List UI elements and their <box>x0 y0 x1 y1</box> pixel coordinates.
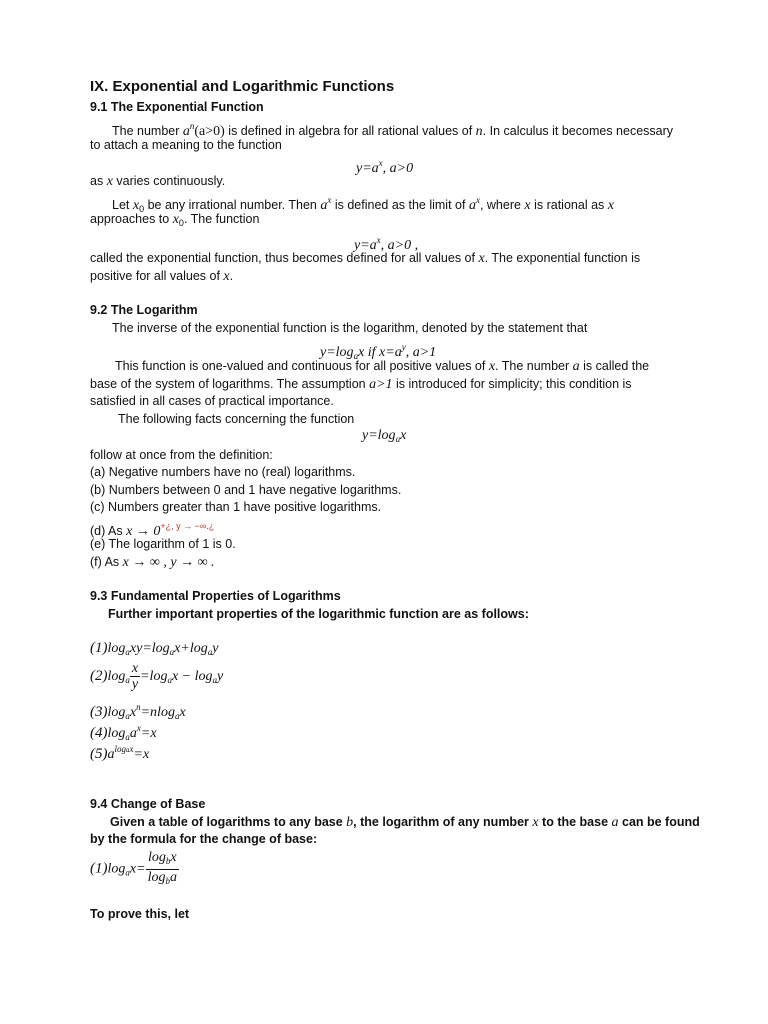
paragraph-line: Let $x_0$ be any irrational number. Then $a^x$ is defined as the limit of $a^x$, where x is rational as x <box>112 195 614 214</box>
property-3: $(3)\log_ax^n=nlog_ax$ <box>90 702 186 721</box>
list-item: (f) As x → ∞ , y → ∞ . <box>90 555 215 570</box>
section-heading-9-2: 9.2 The Logarithm <box>90 303 198 317</box>
section-heading-9-4: 9.4 Change of Base <box>90 797 206 811</box>
property-5: $(5)a^{logax}=x$ <box>90 744 150 762</box>
property-2: $(2)\log_a$ $\frac{x}{y}$ $=\log_ax - \log_ay$ <box>90 661 224 693</box>
paragraph-line: The inverse of the exponential function is the logarithm, denoted by the statement that <box>112 321 588 335</box>
list-item: (e) The logarithm of 1 is 0. <box>90 537 236 551</box>
section-heading-9-1: 9.1 The Exponential Function <box>90 100 264 114</box>
equation-log-function: $y=\log_ax$ <box>362 428 407 444</box>
paragraph-line: by the formula for the change of base: <box>90 832 318 846</box>
equation-exponential: $y=a^x$, a>0 <box>356 158 414 176</box>
paragraph-line: follow at once from the definition: <box>90 448 273 462</box>
paragraph-line: Further important properties of the logarithmic function are as follows: <box>108 607 529 621</box>
paragraph-line: called the exponential function, thus becomes defined for all values of x. The exponential function is <box>90 251 641 266</box>
paragraph-line: The following facts concerning the function <box>118 412 355 426</box>
paragraph-line: Given a table of logarithms to any base b, the logarithm of any number x to the base a can be found <box>110 815 700 830</box>
paragraph-line: positive for all values of x. <box>90 269 234 284</box>
change-of-base-formula: $(1)\log_ax=$ $\frac{\log_bx}{\log_ba}$ <box>90 850 177 886</box>
paragraph-line: to attach a meaning to the function <box>90 138 282 152</box>
list-item: (b) Numbers between 0 and 1 have negative logarithms. <box>90 483 402 497</box>
paragraph-line: The number $a^n(a>0)$ is defined in algebra for all rational values of n. In calculus it becomes necessary <box>112 121 674 139</box>
paragraph-line: satisfied in all cases of practical importance. <box>90 394 334 408</box>
paragraph-line: base of the system of logarithms. The assumption a>1 is introduced for simplicity; this condition is <box>90 377 632 392</box>
list-item: (d) As $x \to 0^{+¿, y \to -\infty.¿}$ <box>90 521 215 539</box>
list-item: (a) Negative numbers have no (real) logarithms. <box>90 465 356 479</box>
paragraph-line: as x varies continuously. <box>90 174 226 189</box>
page-title: IX. Exponential and Logarithmic Functions <box>90 78 395 95</box>
paragraph-line: To prove this, let <box>90 907 190 921</box>
paragraph-line: approaches to $x_0$. The function <box>90 212 260 228</box>
paragraph-line: This function is one-valued and continuous for all positive values of x. The number a is called the <box>115 359 650 374</box>
list-item: (c) Numbers greater than 1 have positive logarithms. <box>90 500 382 514</box>
property-4: $(4)\log_aa^x=x$ <box>90 723 157 742</box>
equation-logarithm-definition: $y=\log_ax$ if $x=a^y$, a>1 <box>320 342 437 361</box>
equation-exponential-function: $y=a^x$, a>0 , <box>354 235 419 253</box>
property-1: $(1)\log_axy=\log_ax+\log_ay$ <box>90 640 219 657</box>
section-heading-9-3: 9.3 Fundamental Properties of Logarithms <box>90 589 341 603</box>
